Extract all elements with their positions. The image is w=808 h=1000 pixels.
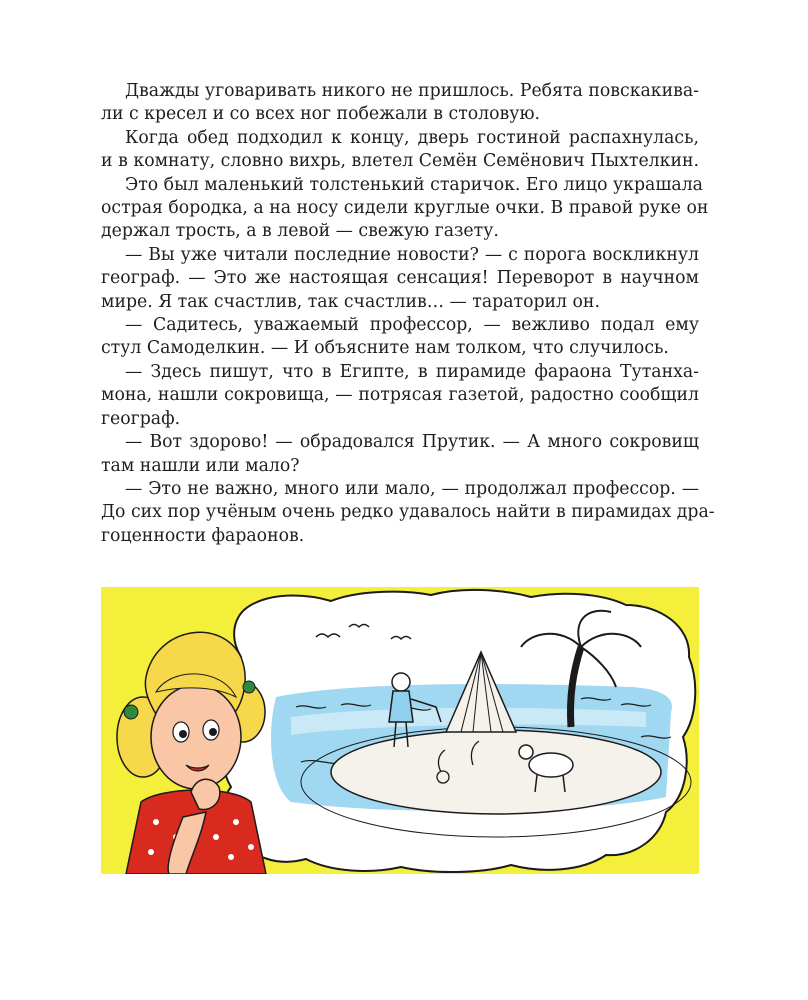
text-line: и в комнату, словно вихрь, влетел Семён Семёнович Пыхтелкин. [101,151,699,172]
text-line: мире. Я так счастлив, так счастлив… — тараторил он. [101,291,600,312]
paragraph [101,244,699,314]
illustration-svg [101,587,699,874]
text-line: Это был маленький толстенький старичок. Его лицо украшала [125,174,703,195]
text-line: — Здесь пишут, что в Египте, в пирамиде фараона Тутанха- [125,361,699,382]
paragraph [101,361,699,431]
text-line: ли с кресел и со всех ног побежали в столовую. [101,104,540,125]
text-line: — Садитесь, уважаемый профессор, — вежливо подал ему [125,315,699,336]
text-line: До сих пор учёным очень редко удавалось найти в пирамидах дра- [101,502,715,523]
paragraph [101,174,709,244]
text-line: там нашли или мало? [101,455,300,476]
text-line: Дважды уговаривать никого не пришлось. Ребята повскакива- [125,81,699,101]
paragraph [101,80,699,127]
text-line: географ. [101,408,181,429]
paragraph [101,431,699,478]
paragraph [101,314,699,361]
story-illustration [101,587,699,874]
text-line: — Вот здорово! — обрадовался Прутик. — А много сокровищ [125,432,699,453]
paragraph [101,478,715,548]
text-line: стул Самоделкин. — И объясните нам толком, что случилось. [101,338,669,359]
text-line: гоценности фараонов. [101,525,305,546]
text-line: — Это не важно, много или мало, — продолжал профессор. — [125,478,699,499]
text-line: географ. — Это же настоящая сенсация! Переворот в научном [101,268,699,289]
text-line: держал трость, а в левой — свежую газету. [101,221,499,242]
island [331,730,661,814]
text-line: острая бородка, а на носу сидели круглые очки. В правой руке он [101,198,709,219]
text-line: Когда обед подходил к концу, дверь гостиной распахнулась, [125,127,699,148]
paragraph [101,127,699,174]
story-text [101,80,715,548]
text-line: — Вы уже читали последние новости? — с порога воскликнул [125,244,699,265]
text-line: мона, нашли сокровища, — потрясая газетой, радостно сообщил [101,385,699,406]
